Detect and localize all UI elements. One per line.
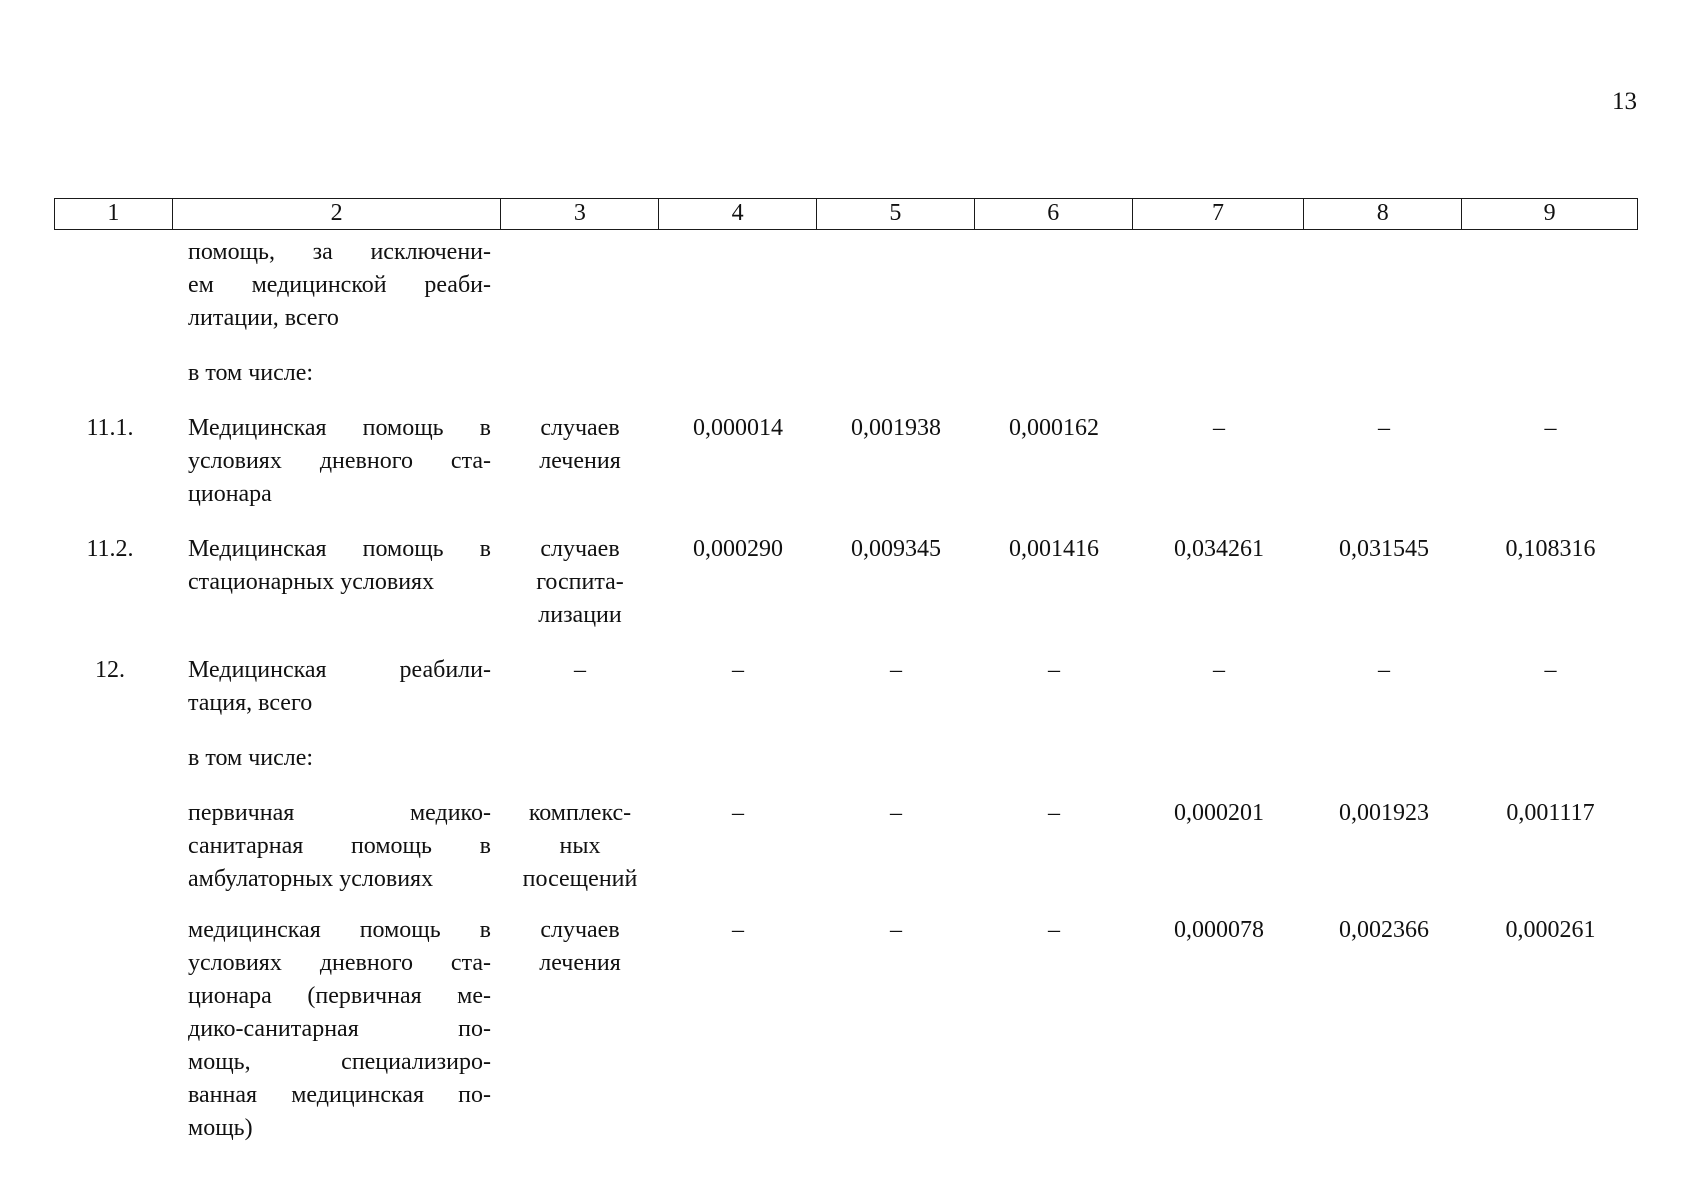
row-name-line: стационарных условиях [188, 569, 435, 595]
row-value-col-6: – [1048, 657, 1060, 683]
table-body [54, 236, 1638, 1145]
row-name [172, 533, 501, 632]
header-col-3: 3 [501, 199, 659, 229]
row-unit [501, 797, 659, 896]
row-unit [501, 412, 659, 511]
table-row [54, 742, 1638, 775]
row-unit-line: посещений [522, 866, 638, 892]
row-name [172, 742, 501, 775]
row-name-line: литации, всего [188, 305, 339, 331]
row-value-col-9: 0,000261 [1505, 917, 1596, 943]
row-name-line: амбулаторных условиях [188, 866, 434, 892]
row-name-line: в том числе: [188, 745, 314, 771]
row-unit [501, 357, 659, 390]
row-name [172, 236, 501, 335]
row-unit-line: лечения [539, 448, 621, 474]
row-value-col-5 [817, 236, 975, 335]
row-value-col-5: – [890, 800, 902, 826]
row-value-col-8 [1305, 236, 1463, 335]
row-value-col-9: – [1544, 657, 1557, 683]
header-col-4: 4 [659, 199, 817, 229]
row-unit [501, 654, 659, 720]
table-row [54, 357, 1638, 390]
header-col-2: 2 [173, 199, 502, 229]
row-value-col-4 [659, 236, 817, 335]
row-name-line: ванная медицинская по- [188, 1082, 491, 1108]
row-number [54, 797, 172, 896]
row-unit [501, 236, 659, 335]
table-row [54, 654, 1638, 720]
row-value-col-4: – [732, 657, 744, 683]
row-value-col-6 [975, 236, 1133, 335]
row-name [172, 797, 501, 896]
row-value-col-6: 0,000162 [1009, 415, 1099, 441]
row-value-col-7: 0,000201 [1174, 800, 1264, 826]
row-unit-line: госпита- [536, 569, 624, 595]
row-name-line: ционара (первичная ме- [188, 983, 491, 1009]
row-value-col-8: – [1378, 657, 1390, 683]
row-name [172, 914, 501, 1145]
row-name [172, 412, 501, 511]
row-unit-line: – [574, 657, 586, 683]
table-row [54, 533, 1638, 632]
row-value-col-9 [1463, 236, 1638, 335]
row-name-line: мощь, специализиро- [188, 1049, 491, 1075]
row-value-col-6: – [1048, 917, 1060, 943]
row-name-line: медицинская помощь в [188, 917, 491, 943]
row-value-col-5 [817, 357, 975, 390]
table-row [54, 914, 1638, 1145]
row-name-line: Медицинская помощь в [188, 536, 491, 562]
row-unit-line: случаев [540, 917, 620, 943]
row-number [54, 742, 172, 775]
row-value-col-9 [1463, 742, 1638, 775]
row-value-col-7: – [1213, 415, 1225, 441]
row-value-col-4: – [732, 800, 744, 826]
row-value-col-6 [975, 742, 1133, 775]
row-unit-line: лизации [538, 602, 622, 628]
row-value-col-5: – [890, 917, 902, 943]
row-name-line: помощь, за исключени- [188, 239, 491, 265]
row-unit-line: случаев [540, 536, 620, 562]
row-number [54, 236, 172, 335]
row-unit [501, 742, 659, 775]
row-value-col-5: 0,001938 [851, 415, 941, 441]
row-value-col-8: 0,002366 [1339, 917, 1429, 943]
row-name-line: ционара [188, 481, 272, 507]
row-value-col-4: 0,000014 [693, 415, 783, 441]
row-value-col-8: 0,031545 [1339, 536, 1429, 562]
table-row [54, 797, 1638, 896]
row-number: 11.2. [86, 536, 134, 562]
page-number: 13 [1612, 88, 1637, 115]
row-value-col-6: 0,001416 [1009, 536, 1099, 562]
row-unit-line: ных [559, 833, 601, 859]
row-value-col-8 [1305, 357, 1463, 390]
header-col-1: 1 [55, 199, 173, 229]
row-value-col-4: 0,000290 [693, 536, 783, 562]
row-value-col-7: 0,034261 [1174, 536, 1264, 562]
row-value-col-5: – [890, 657, 902, 683]
row-value-col-6: – [1048, 800, 1060, 826]
row-value-col-7 [1133, 742, 1305, 775]
row-unit-line: случаев [540, 415, 620, 441]
row-name-line: условиях дневного ста- [188, 950, 491, 976]
table-header-row [54, 198, 1638, 230]
row-value-col-4: – [732, 917, 744, 943]
row-unit-line: комплекс- [528, 800, 632, 826]
row-value-col-8 [1305, 742, 1463, 775]
row-name [172, 357, 501, 390]
row-name-line: Медицинская реабили- [188, 657, 491, 683]
row-name [172, 654, 501, 720]
row-value-col-8: – [1378, 415, 1390, 441]
row-value-col-7: – [1213, 657, 1225, 683]
row-number [54, 357, 172, 390]
header-col-6: 6 [975, 199, 1133, 229]
row-value-col-9: 0,108316 [1505, 536, 1596, 562]
row-unit-line: лечения [539, 950, 621, 976]
row-value-col-7: 0,000078 [1174, 917, 1264, 943]
row-value-col-7 [1133, 357, 1305, 390]
header-col-7: 7 [1133, 199, 1305, 229]
row-unit [501, 914, 659, 1145]
header-col-9: 9 [1543, 200, 1556, 226]
header-col-5: 5 [817, 199, 975, 229]
row-value-col-6 [975, 357, 1133, 390]
row-value-col-4 [659, 357, 817, 390]
table-row [54, 236, 1638, 335]
row-name-line: тация, всего [188, 690, 313, 716]
row-name-line: санитарная помощь в [188, 833, 491, 859]
row-name-line: в том числе: [188, 360, 314, 386]
row-value-col-5: 0,009345 [851, 536, 941, 562]
row-value-col-7 [1133, 236, 1305, 335]
row-value-col-5 [817, 742, 975, 775]
row-value-col-4 [659, 742, 817, 775]
row-name-line: мощь) [188, 1115, 253, 1141]
header-col-8: 8 [1304, 199, 1462, 229]
row-value-col-9: 0,001117 [1506, 800, 1595, 826]
row-number: 12. [95, 657, 125, 683]
row-name-line: условиях дневного ста- [188, 448, 491, 474]
row-name-line: Медицинская помощь в [188, 415, 491, 441]
row-name-line: ем медицинской реаби- [188, 272, 491, 298]
row-value-col-8: 0,001923 [1339, 800, 1429, 826]
table-row [54, 412, 1638, 511]
row-number: 11.1. [86, 415, 134, 441]
row-number [54, 914, 172, 1145]
row-value-col-9: – [1544, 415, 1557, 441]
row-value-col-9 [1463, 357, 1638, 390]
row-unit [501, 533, 659, 632]
row-name-line: дико-санитарная по- [188, 1016, 491, 1042]
row-name-line: первичная медико- [188, 800, 491, 826]
